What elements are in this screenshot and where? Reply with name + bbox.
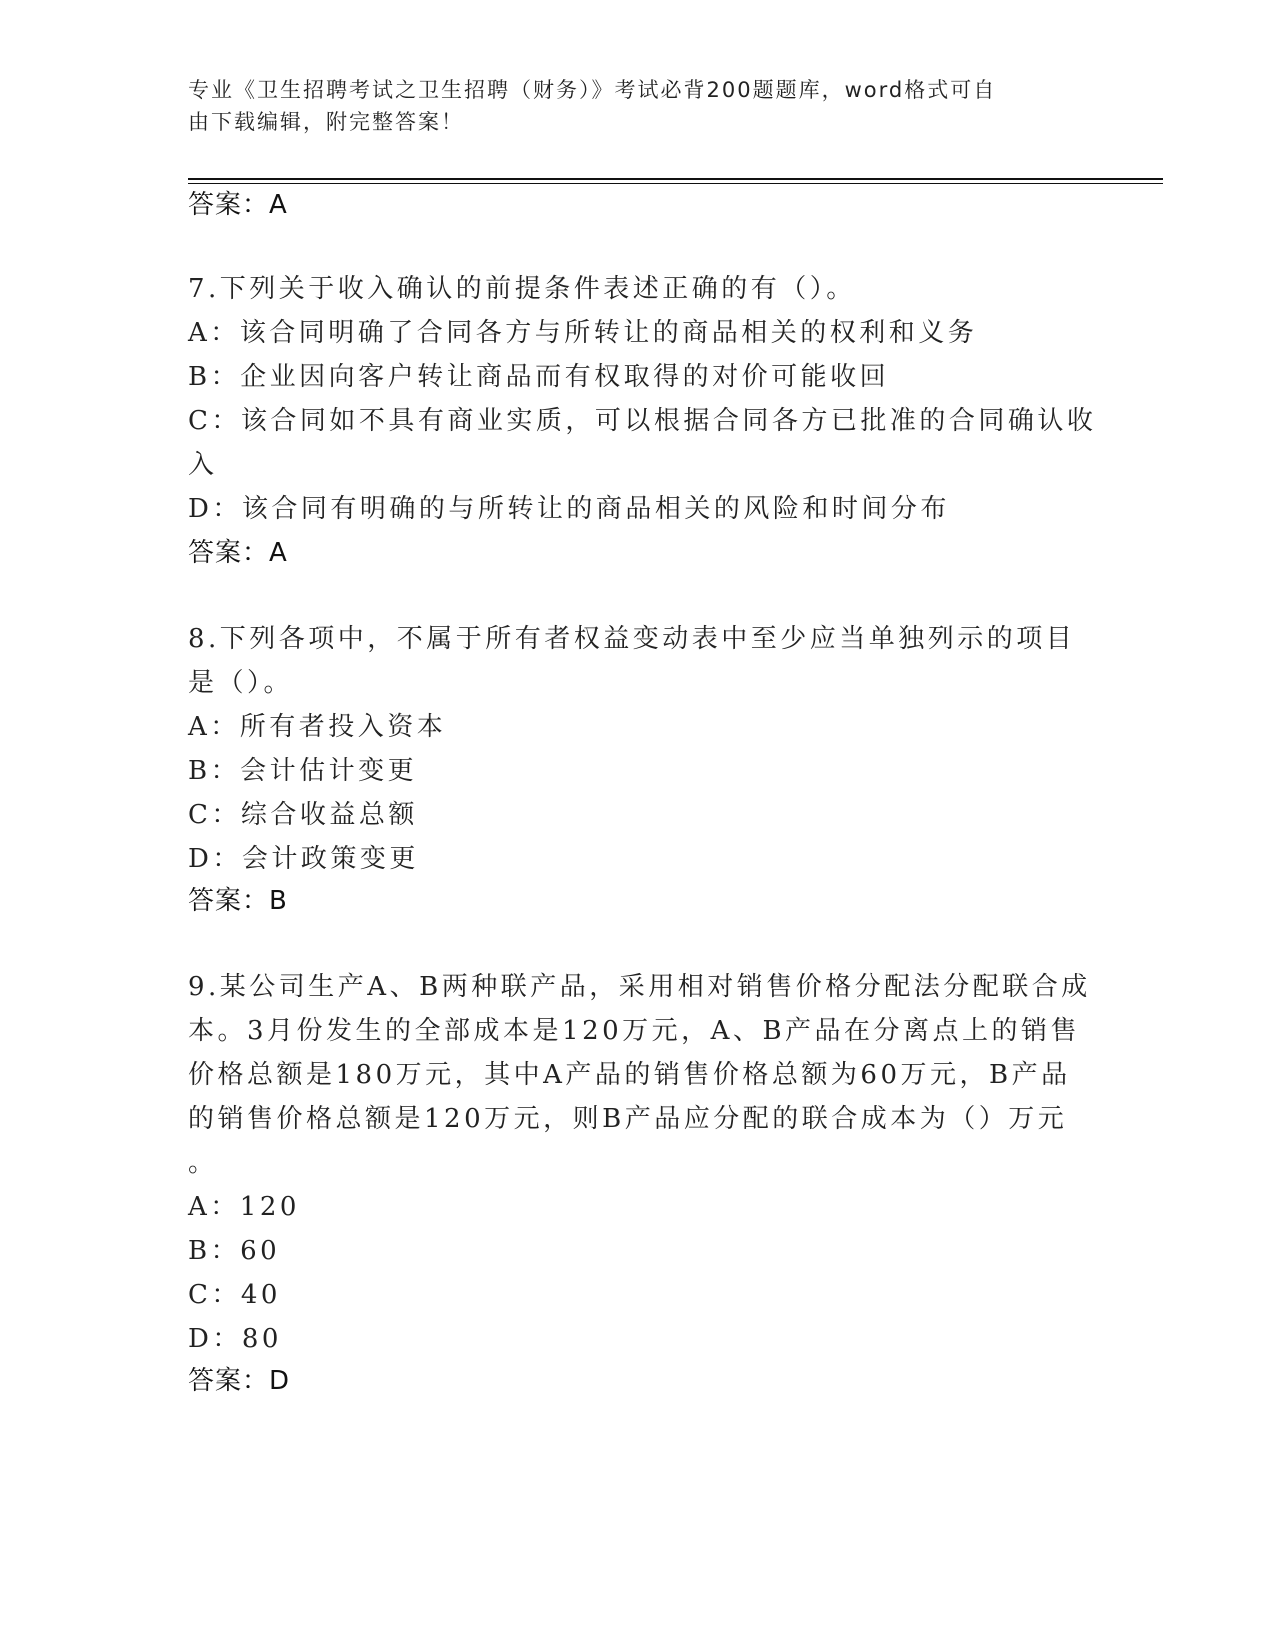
- q8-option-d: D：会计政策变更: [188, 844, 419, 874]
- q9-stem-line3: 价格总额是180万元，其中A产品的销售价格总额为60万元，B产品: [188, 1060, 1071, 1090]
- q9-answer: 答案：D: [188, 1366, 291, 1396]
- q8-option-b: B：会计估计变更: [188, 756, 418, 786]
- document-header: [188, 74, 1068, 138]
- q9-stem-line2: 本。3月份发生的全部成本是120万元，A、B产品在分离点上的销售: [188, 1016, 1081, 1046]
- q7-option-b: B：企业因向客户转让商品而有权取得的对价可能收回: [188, 362, 890, 392]
- q7-option-d: D：该合同有明确的与所转让的商品相关的风险和时间分布: [188, 494, 950, 524]
- q7-option-c-line1: C：该合同如不具有商业实质，可以根据合同各方已批准的合同确认收: [188, 406, 1097, 436]
- header-divider-thick: [188, 178, 1163, 180]
- q9-option-c: C：40: [188, 1280, 281, 1310]
- q7-answer: 答案：A: [188, 538, 288, 568]
- q8-stem-line2: 是（）。: [188, 668, 294, 698]
- header-line-1: 专业《卫生招聘考试之卫生招聘（财务）》考试必背200题题库，word格式可自: [188, 78, 997, 102]
- header-line-2: 由下载编辑，附完整答案！: [188, 110, 464, 134]
- header-divider-thin: [188, 183, 1163, 184]
- previous-question-answer: 答案：A: [188, 190, 288, 220]
- q7-option-c-line2: 入: [188, 450, 218, 480]
- q7-stem: 7.下列关于收入确认的前提条件表述正确的有（）。: [188, 274, 856, 304]
- q9-stem-line5: 。: [188, 1148, 218, 1178]
- q8-option-a: A：所有者投入资本: [188, 712, 447, 742]
- q8-option-c: C：综合收益总额: [188, 800, 418, 830]
- q9-option-d: D：80: [188, 1324, 282, 1354]
- q7-option-a: A：该合同明确了合同各方与所转让的商品相关的权利和义务: [188, 318, 978, 348]
- q9-stem-line4: 的销售价格总额是120万元，则B产品应分配的联合成本为（）万元: [188, 1104, 1068, 1134]
- q9-stem-line1: 9.某公司生产A、B两种联产品，采用相对销售价格分配法分配联合成: [188, 972, 1091, 1002]
- q8-stem-line1: 8.下列各项中，不属于所有者权益变动表中至少应当单独列示的项目: [188, 624, 1076, 654]
- q9-option-b: B：60: [188, 1236, 281, 1266]
- q9-option-a: A：120: [188, 1192, 300, 1222]
- q8-answer: 答案：B: [188, 886, 288, 916]
